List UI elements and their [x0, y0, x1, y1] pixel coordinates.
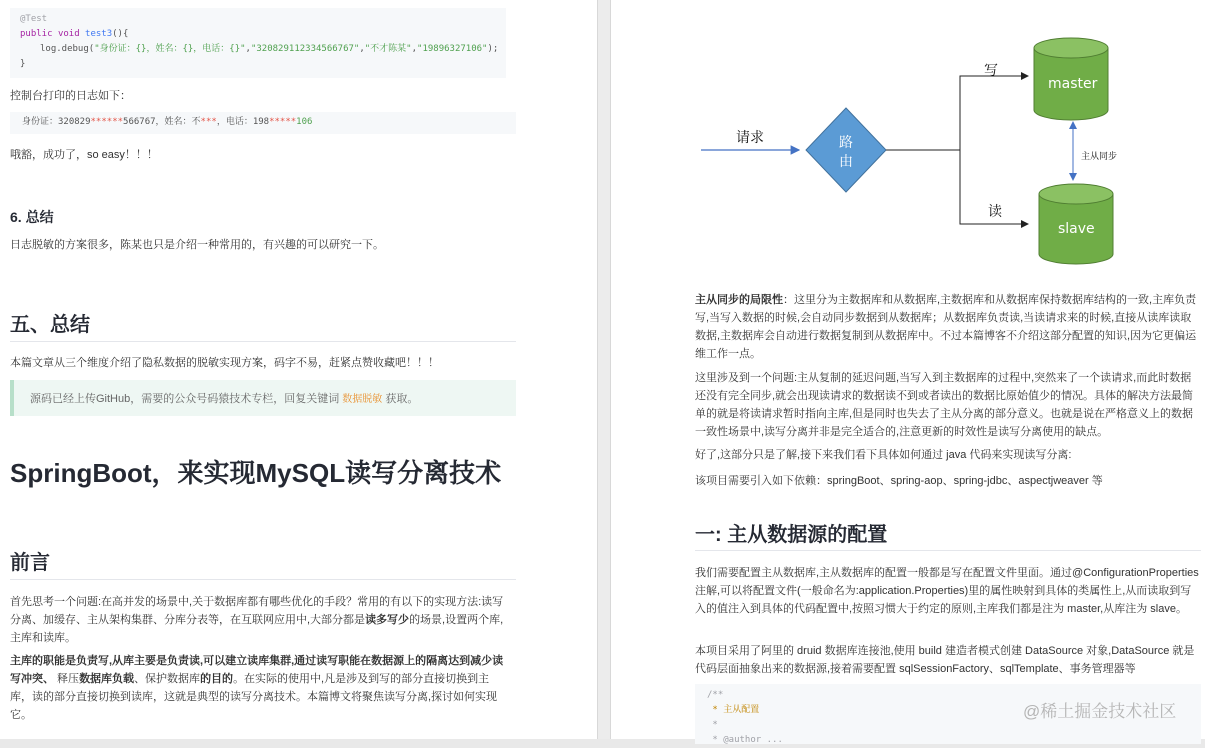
log-mask: ***: [200, 117, 217, 127]
preface-text: 、保护数据库: [134, 673, 201, 685]
router-label-2: 由: [839, 154, 853, 170]
code-method-name: test3: [85, 29, 113, 39]
quote-text: 源码已经上传GitHub，需要的公众号码猿技术专栏，回复关键词: [30, 393, 343, 405]
log-mask: ******: [90, 117, 124, 127]
preface-text: 首先思考一个问题:在高并发的场景中,关于数据库都有哪些优化的手段？常用的有以下的实现方法:读写分离、加缓存、主从架构集群、分库分表等，在互联网应用中,大部分都是: [10, 596, 504, 626]
code-block-test3: [10, 8, 506, 78]
heading-summary-5: 五、总结: [10, 314, 90, 336]
right-paragraph-2: 这里涉及到一个问题:主从复制的延迟问题,当写入到主数据库的过程中,突然来了一个读请求,而此时数据还没有完全同步,就会出现读请求的数据读不到或者读出的数据比原始值少的情况。具体的解决方法最简单的就是将读请求暂时指向主库,但是同时也失去了主从分离的部分意义。也就是说在严格意义上的数据一致性场景中,读写分离并非是完全适合的,注意更新的时效性是读写分离使用的缺点。: [695, 372, 1194, 438]
code-text: ,: [245, 44, 251, 54]
preface-paragraph-1: [10, 593, 510, 647]
watermark: @稀土掘金技术社区: [1023, 702, 1177, 721]
code-comment-line: /**: [707, 690, 724, 700]
sync-label: 主从同步: [1081, 152, 1118, 162]
code-text: );: [487, 44, 499, 54]
router-label-1: 路: [839, 135, 853, 151]
preface-text: 。在实际的使用中,凡是涉及到写的部分直接切换到主库，读的部分直接切换到读库，这就是典型的读写分离技术。本篇博文将聚焦读写分离,探讨如何实现它。: [10, 673, 498, 721]
preface-bold: 主库的职能是负责写,从库主要是负责读,可以建立读库集群,通过读写职能在数据源上的隔离达到减少读写冲突、: [10, 655, 504, 685]
code-text: ,: [359, 44, 365, 54]
article-title: SpringBoot，来实现MySQL读写分离技术: [10, 458, 502, 488]
code-text: ,: [411, 44, 418, 54]
preface-text: 释压: [54, 673, 80, 685]
log-text: 106: [296, 117, 313, 127]
request-label: 请求: [736, 130, 764, 146]
code-line: [20, 42, 506, 57]
code-text: (){: [112, 29, 129, 39]
divider: [10, 341, 516, 342]
divider: [10, 579, 516, 580]
paragraph-text: ：这里分为主数据库和从数据库,主数据库和从数据库保持数据库结构的一致,主库负责写,当写入数据的时候,会自动同步数据到从数据库；从数据库负责读,当读请求来的时候,直接从读库读取数据,主数据库会自动进行数据复制到从数据库中。不过本篇博客不介绍这部分配置的知识,因为它更偏运维工作一点。: [695, 294, 1197, 360]
master-label: master: [1048, 76, 1098, 92]
page-gap: [597, 0, 611, 739]
left-page: [0, 0, 597, 739]
right-paragraph-4: 该项目需要引入如下依赖：springBoot、spring-aop、spring-jdbc、aspectjweaver 等: [695, 475, 1103, 487]
code-string: "320829112334566767": [250, 44, 360, 54]
right-paragraph-5: 我们需要配置主从数据库,主从数据库的配置一般都是写在配置文件里面。通过@ConfigurationProperties 注解,可以将配置文件(一般命名为:application.Properties)里的属性映射到具体的类属性上,从而读取到写入的值注入到具体的代码配置中,按照习惯大于约定的原则,主库我们都是注为 master,从库注为 slave。: [695, 567, 1199, 615]
code-text: }: [20, 59, 26, 69]
quote-tail: 获取。: [382, 393, 419, 405]
log-text: 566767，姓名：不: [123, 117, 201, 127]
code-string: "不才陈某": [364, 44, 412, 54]
log-text: ，电话：198: [216, 117, 270, 127]
log-mask: *****: [269, 117, 297, 127]
code-annotation: @Test: [20, 14, 48, 24]
code-keyword: void: [57, 29, 80, 39]
right-paragraph-6: 本项目采用了阿里的 druid 数据库连接池,使用 build 建造者模式创建 DataSource 对象,DataSource 就是代码层面抽象出来的数据源,接着需要配置 sqlSessionFactory、sqlTemplate、事务管理器等: [695, 645, 1195, 675]
heading-config: 一: 主从数据源的配置: [695, 524, 888, 546]
write-label: 写: [984, 63, 998, 79]
preface-paragraph-2: [10, 652, 510, 724]
right-page: [611, 0, 1205, 745]
read-label: 读: [988, 204, 1002, 220]
preface-bold: 的目的: [200, 673, 234, 685]
code-line: [20, 57, 506, 72]
read-write-diagram: [696, 30, 1146, 270]
code-string: "身份证：{}，姓名：{}，电话：{}": [94, 44, 246, 54]
code-line: [20, 12, 506, 27]
right-paragraph-3: 好了,这部分只是了解,接下来我们看下具体如何通过 java 代码来实现读写分离:: [695, 449, 1072, 461]
connector-line: [886, 76, 1028, 150]
quote-keyword: 数据脱敏: [342, 394, 383, 405]
right-paragraph-1: [695, 291, 1201, 363]
paragraph-bold: 主从同步的局限性: [695, 294, 783, 306]
log-text: 身份证：320829: [22, 117, 91, 127]
log-output-block: [10, 112, 516, 134]
preface-bold: 数据库负载: [79, 673, 135, 685]
preface-text: 的场景,设置两个库,主库和读库。: [10, 614, 504, 644]
summary-6-text: 日志脱敏的方案很多，陈某也只是介绍一种常用的，有兴趣的可以研究一下。: [10, 239, 384, 251]
preface-bold: 读多写少: [365, 614, 410, 626]
summary-5-text: 本篇文章从三个维度介绍了隐私数据的脱敏实现方案，码字不易，赶紧点赞收藏吧！！！: [10, 357, 439, 369]
heading-preface: 前言: [10, 552, 50, 574]
code-comment-line: * @author ...: [707, 735, 783, 745]
code-line: [20, 27, 506, 42]
code-comment-line: *: [707, 720, 718, 730]
divider: [695, 550, 1201, 551]
log-intro: 控制台打印的日志如下：: [10, 90, 131, 102]
code-string: "19896327106": [417, 44, 488, 54]
quote-block: [10, 380, 516, 416]
code-text: log.debug(: [40, 44, 95, 54]
heading-summary-6: 6. 总结: [10, 209, 54, 225]
code-keyword: public: [20, 29, 53, 39]
success-text: 哦豁，成功了，so easy！！！: [10, 149, 158, 161]
slave-label: slave: [1058, 221, 1095, 237]
code-comment: * 主从配置: [707, 705, 760, 715]
